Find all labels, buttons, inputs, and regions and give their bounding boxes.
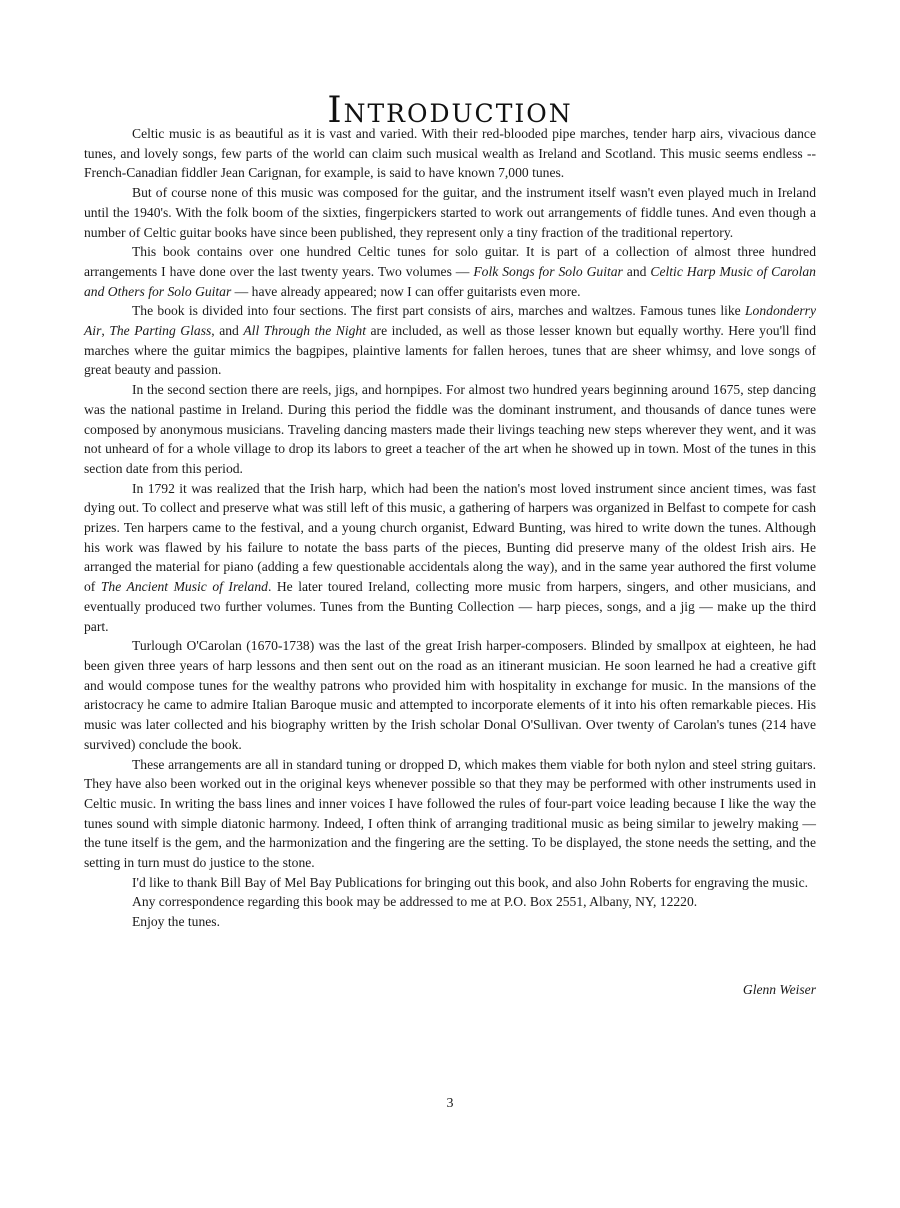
page-number: 3 — [446, 1096, 454, 1111]
book-title-celtic-harp-music: Celtic Harp Music of Carolan and Others for Solo Guitar — [84, 263, 816, 299]
paragraph-4 — [84, 301, 816, 380]
introduction-body — [84, 124, 816, 932]
paragraph-5: In the second section there are reels, jigs, and hornpipes. For almost two hundred years beginning around 1675, step dancing was the national pastime in Ireland. During this period the fiddle was the dominant instrument, and thousands of dance tunes were composed by anonymous musicians. Traveling dancing masters made their livings teaching new steps wherever they went, and it was not unheard of for a whole village to drop its labors to greet a teacher of the art when he showed up in town. Most of the tunes in this section date from this period. — [84, 382, 816, 476]
paragraph-7: Turlough O'Carolan (1670-1738) was the last of the great Irish harper-composers. Blinded by smallpox at eighteen, he had been given three years of harp lessons and then sent out on the road as an itinerant musician. He soon learned he had a creative gift and would compose tunes for the wealthy patrons who provided him with hospitality in exchange for music. In the mansions of the aristocracy he came to admire Italian Baroque music and attempted to incorporate elements of it into his often remarkable pieces. His music was later collected and his biography written by the Irish scholar Donal O'Sullivan. Over twenty of Carolan's tunes (214 have survived) conclude the book. — [84, 638, 816, 752]
book-title-folk-songs: Folk Songs for Solo Guitar — [473, 263, 623, 279]
paragraph-4-text-c: , and — [211, 323, 244, 339]
tune-title-londonderry-air: Londonderry Air — [84, 303, 816, 339]
paragraph-11: Enjoy the tunes. — [132, 914, 220, 930]
paragraph-3-text-b: and — [622, 263, 651, 279]
paragraph-3-text-a: This book contains over one hundred Celtic tunes for solo guitar. It is part of a collection of almost three hundred arrangements I have done over the last twenty years. Two volumes — — [84, 244, 816, 279]
tune-title-parting-glass: The Parting Glass — [109, 323, 212, 339]
book-title-ancient-music-of-ireland: The Ancient Music of Ireland — [100, 579, 268, 595]
paragraph-9: I'd like to thank Bill Bay of Mel Bay Publications for bringing out this book, and also John Roberts for engraving the music. — [132, 874, 809, 890]
paragraph-6-text-b: . He later toured Ireland, collecting more music from harpers, singers, and other musicians, and eventually produced two further volumes. Tunes from the Bunting Collection — harp pieces, songs, and a jig — make up the third part. — [84, 579, 816, 634]
paragraph-2: But of course none of this music was composed for the guitar, and the instrument itself wasn't even played much in Ireland until the 1940's. With the folk boom of the sixties, fingerpickers started to work out arrangements of fiddle tunes. And even though a number of Celtic guitar books have since been published, they represent only a tiny fraction of the traditional repertory. — [84, 185, 816, 240]
paragraph-4-text-d: are included, as well as those lesser known but equally worthy. Here you'll find marches where the guitar mimics the bagpipes, plaintive laments for fallen heroes, tunes that are sheer whimsy, and love songs of great beauty and passion. — [84, 323, 817, 378]
author-signature: Glenn Weiser — [742, 982, 816, 997]
paragraph-8: These arrangements are all in standard tuning or dropped D, which makes them viable for both nylon and steel string guitars. They have also been worked out in the original keys whenever possible so that they may be performed with other instruments used in Celtic music. In writing the bass lines and inner voices I have followed the rules of four-part voice leading because I like the way the tunes sound with simple diatonic harmony. Indeed, I often think of arranging traditional music as being similar to jewelry making — the tune itself is the gem, and the harmonization and the fingering are the setting. To be displayed, the stone needs the setting, and the setting in turn must do justice to the stone. — [84, 756, 816, 871]
paragraph-6-text-a: In 1792 it was realized that the Irish harp, which had been the nation's most loved instrument since ancient times, was fast dying out. To collect and preserve what was still left of this music, a gathering of harpers was organized in Belfast to compete for cash prizes. Ten harpers came to the festival, and a young church organist, Edward Bunting, was hired to write down the tunes. Although his work was flawed by his failure to notate the bass parts of the pieces, Bunting did preserve many of the oldest Irish airs. He arranged the material for piano (adding a few questionable accidentals along the way), and in the same year authored the first volume of — [84, 480, 816, 595]
paragraph-6 — [84, 479, 816, 637]
page-title: Introduction — [327, 90, 573, 132]
paragraph-4-text-b: , — [101, 323, 110, 339]
paragraph-3-text-c: — have already appeared; now I can offer guitarists even more. — [231, 283, 581, 299]
paragraph-3 — [84, 242, 816, 301]
paragraph-4-text-a: The book is divided into four sections. The first part consists of airs, marches and waltzes. Famous tunes like — [132, 303, 745, 319]
paragraph-1: Celtic music is as beautiful as it is vast and varied. With their red-blooded pipe marches, tender harp airs, vivacious dance tunes, and lovely songs, few parts of the world can claim such musical wealth as Ireland and Scotland. This music seems endless -- French-Canadian fiddler Jean Carignan, for example, is said to have known 7,000 tunes. — [84, 126, 816, 181]
paragraph-10: Any correspondence regarding this book may be addressed to me at P.O. Box 2551, Albany, NY, 12220. — [132, 894, 698, 910]
tune-title-all-through-the-night: All Through the Night — [243, 323, 366, 339]
